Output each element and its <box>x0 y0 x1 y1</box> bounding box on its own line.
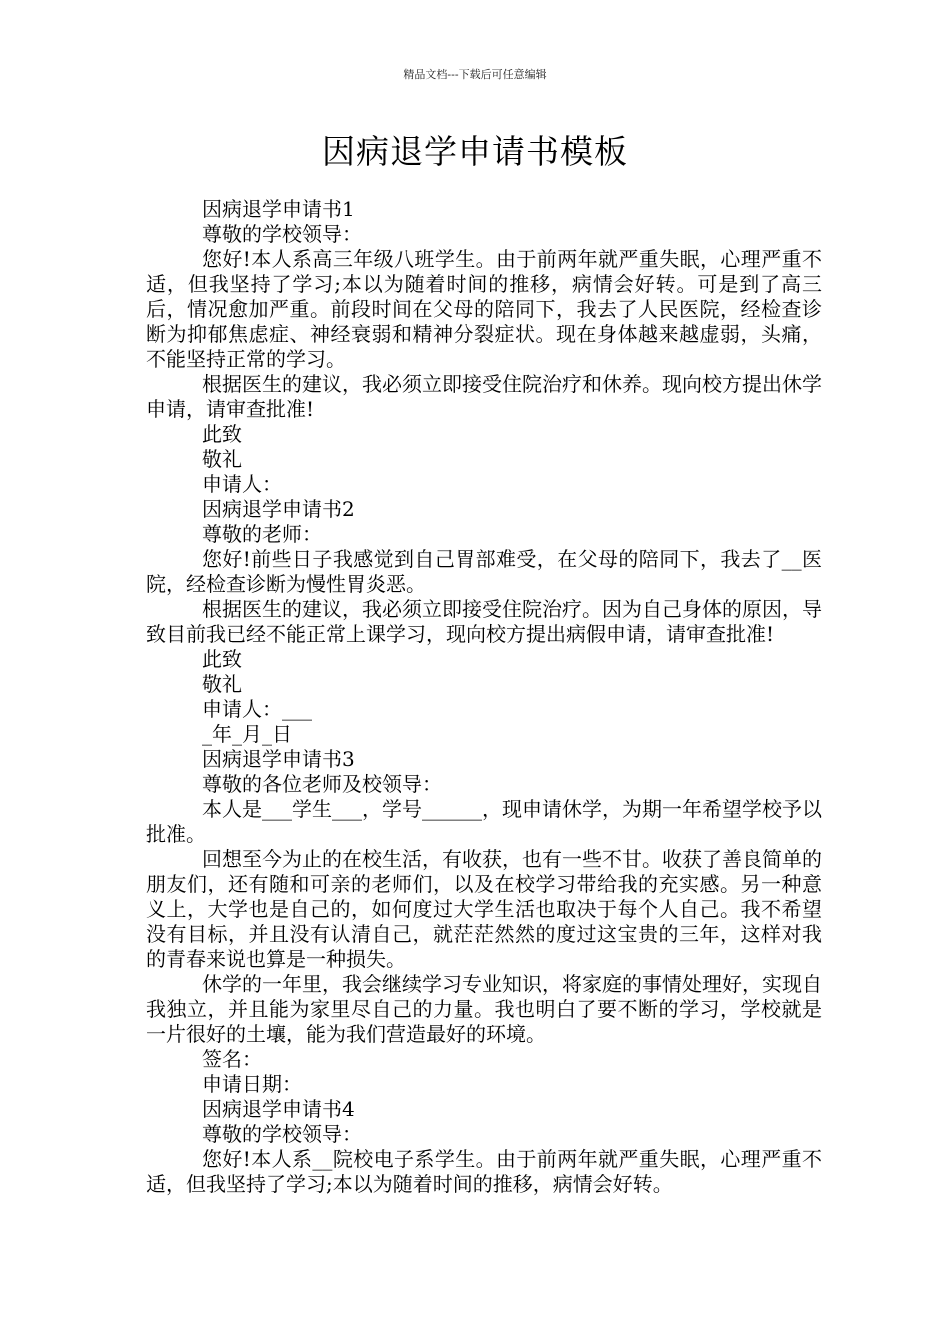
section-heading: 因病退学申请书2 <box>202 497 355 521</box>
body-paragraph: 本人是___学生___，学号______，现申请休学，为期一年希望学校予以批准。 <box>146 797 822 846</box>
body-paragraph: 您好!本人系__院校电子系学生。由于前两年就严重失眠，心理严重不适，但我坚持了学习;本以为随着时间的推移，病情会好转。 <box>146 1147 822 1196</box>
body-paragraph: 回想至今为止的在校生活，有收获，也有一些不甘。收获了善良简单的朋友们，还有随和可亲的老师们，以及在校学习带给我的充实感。另一种意义上，大学也是自己的，如何度过大学生活也取决于每个人自己。我不希望没有目标，并且没有认清自己，就茫茫然然的度过这宝贵的三年，这样对我的青春来说也算是一种损失。 <box>146 847 822 971</box>
body-paragraph: 根据医生的建议，我必须立即接受住院治疗。因为自己身体的原因，导致目前我已经不能正常上课学习，现向校方提出病假申请，请审查批准! <box>146 597 822 646</box>
section-heading: 因病退学申请书4 <box>202 1097 355 1121</box>
salutation: 尊敬的老师： <box>202 522 322 546</box>
body-paragraph: 根据医生的建议，我必须立即接受住院治疗和休养。现向校方提出休学申请，请审查批准! <box>146 372 822 421</box>
body-paragraph: 休学的一年里，我会继续学习专业知识，将家庭的事情处理好，实现自我独立，并且能为家里尽自己的力量。我也明白了要不断的学习，学校就是一片很好的土壤，能为我们营造最好的环境。 <box>146 972 822 1046</box>
salutation: 尊敬的学校领导： <box>202 222 362 246</box>
signature-line: 签名： <box>202 1047 262 1071</box>
section-heading: 因病退学申请书1 <box>202 197 355 221</box>
body-paragraph: 您好!前些日子我感觉到自己胃部难受，在父母的陪同下，我去了__医院，经检查诊断为慢性胃炎恶。 <box>146 547 822 596</box>
closing-line: 此致 <box>202 422 242 446</box>
date-line: 申请日期： <box>202 1072 302 1096</box>
signature-line: 申请人： <box>202 472 282 496</box>
salutation: 尊敬的各位老师及校领导： <box>202 772 442 796</box>
header-note: 精品文档---下载后可任意编辑 <box>403 68 547 81</box>
closing-line: 敬礼 <box>202 672 242 696</box>
document-body <box>146 197 822 1197</box>
date-line: _年_月_日 <box>202 722 292 746</box>
closing-line: 敬礼 <box>202 447 242 471</box>
document-title: 因病退学申请书模板 <box>322 132 628 171</box>
signature-line: 申请人：___ <box>202 697 312 721</box>
salutation: 尊敬的学校领导： <box>202 1122 362 1146</box>
closing-line: 此致 <box>202 647 242 671</box>
body-paragraph: 您好!本人系高三年级八班学生。由于前两年就严重失眠，心理严重不适，但我坚持了学习;本以为随着时间的推移，病情会好转。可是到了高三后，情况愈加严重。前段时间在父母的陪同下，我去了人民医院，经检查诊断为抑郁焦虑症、神经衰弱和精神分裂症状。现在身体越来越虚弱，头痛，不能坚持正常的学习。 <box>146 247 822 371</box>
section-heading: 因病退学申请书3 <box>202 747 355 771</box>
